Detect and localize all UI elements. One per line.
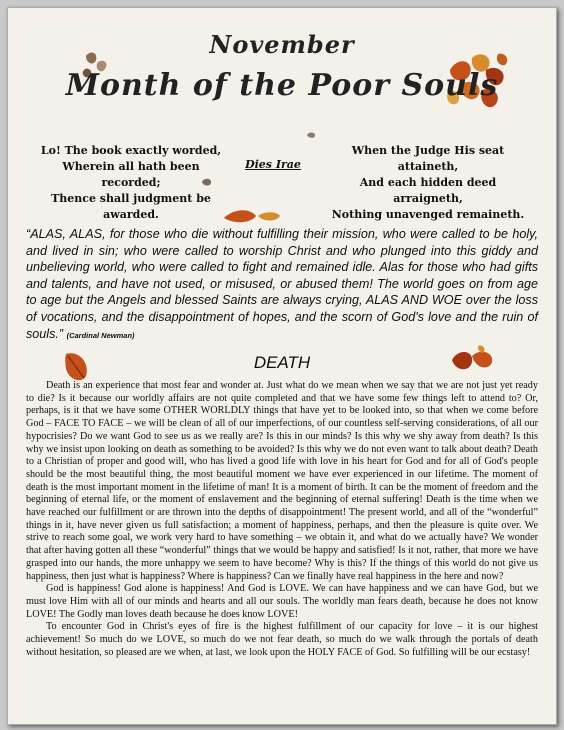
- falling-leaf-icon: [220, 204, 284, 226]
- paragraph: Death is an experience that most fear and wonder at. Just what do we mean when we say that we are not just yet ready to die? Is it because our worldly affairs are not quite completed and that we have some few things left to attend to? Or, perhaps, is it that we have some OTHER WORLDLY things that have yet to be looked into, so that when we come before God – FACE TO FACE – we will be clean of all of our imperfections, of our countless self-serving considerations, of all our hypocrisies? Do we want God to see us as we really are? Is this in our minds? Is this why we shy away from death? Is this why we insist upon looking on death as something to be avoided? Is this why we do not even want to talk about death? Death to a Christian of proper and good will, who has lived a good life with love in his heart for God and for all of God's people should be the most beautiful thing, the most beautiful moment we have ever experienced in our lifetime. The moment of death is the most important moment in the lifetime of man! It is a moment of birth. It can be the moment of freedom and the beginning of eternal life, or the moment of enslavement and the beginning of eternal suffering! Death is the time when we have reached our fulfillment or are thrown into the depths of disappointment! The present world, and all of the “wonderful” things in it, have never given us full satisfaction; a moment of happiness, perhaps, and then the pleasure is quite over. We strive to reach some goal, we work very hard to have something – we obtain it, and what do we actually have? We wonder that after having gotten all these “wonderful” things that we would be happy and satisfied! Is it not, rather, that more we have grasped into our hands, the more unhappy we seem to have become? Why is this? If the things of this world do not give us happiness, then just what is happiness? Where is happiness? Can we finally have real happiness in the here and now?: [26, 380, 538, 582]
- paragraph: To encounter God in Christ's eyes of fire is the highest fulfillment of our capacity for love – it is our highest achievement! So much do we LOVE, so much do we not fear death, so much do we walk through the portals of death without hesitation, so pleased are we when, at last, we look upon the HOLY FACE of God. So fulfilling will be our ecstasy!: [26, 621, 538, 658]
- poem-line: And each hidden deed arraigneth,: [359, 176, 497, 205]
- poem-line: Wherein all hath been recorded;: [62, 160, 200, 189]
- poem-line: Nothing unavenged remaineth.: [331, 208, 525, 221]
- poem-line: Lo! The book exactly worded,: [40, 144, 222, 157]
- title-month: November: [209, 30, 355, 59]
- newman-quote: [26, 226, 538, 344]
- document-page: [7, 7, 557, 725]
- poem-left-stanza: [36, 143, 226, 223]
- poem-right-stanza: [328, 143, 528, 223]
- poem-title: Dies Irae: [245, 158, 301, 171]
- quote-text: “ALAS, ALAS, for those who die without fulfilling their mission, who were called to be holy, and lived in sin; who were called to worship Christ and who plunged into this giddy and unbelieving world, who were called to fight and remained idle. Alas for those who had gifts and talents, and have not used, or misused, or abused them! The world goes on from age to age but the Angels and blessed Saints are always crying, ALAS AND WOE over the loss of vocations, and the disappointment of hopes, and the scorn of God's love and the ruin of souls.”: [26, 227, 538, 341]
- title-subtitle: Month of the Poor Souls: [65, 68, 499, 103]
- poem-line: When the Judge His seat attaineth,: [351, 144, 505, 173]
- small-leaf-icon: [306, 130, 318, 140]
- body-text: [26, 380, 538, 659]
- section-heading: DEATH: [253, 353, 311, 372]
- paragraph: God is happiness! God alone is happiness! And God is LOVE. We can have happiness and we can have God, but we must love Him with all of our minds and hearts and all our souls. The worldly man fears death, because he does not know LOVE! The Godly man loves death because he does know LOVE!: [26, 583, 538, 620]
- poem-line: Thence shall judgment be awarded.: [51, 192, 211, 221]
- quote-attribution: (Cardinal Newman): [66, 330, 135, 340]
